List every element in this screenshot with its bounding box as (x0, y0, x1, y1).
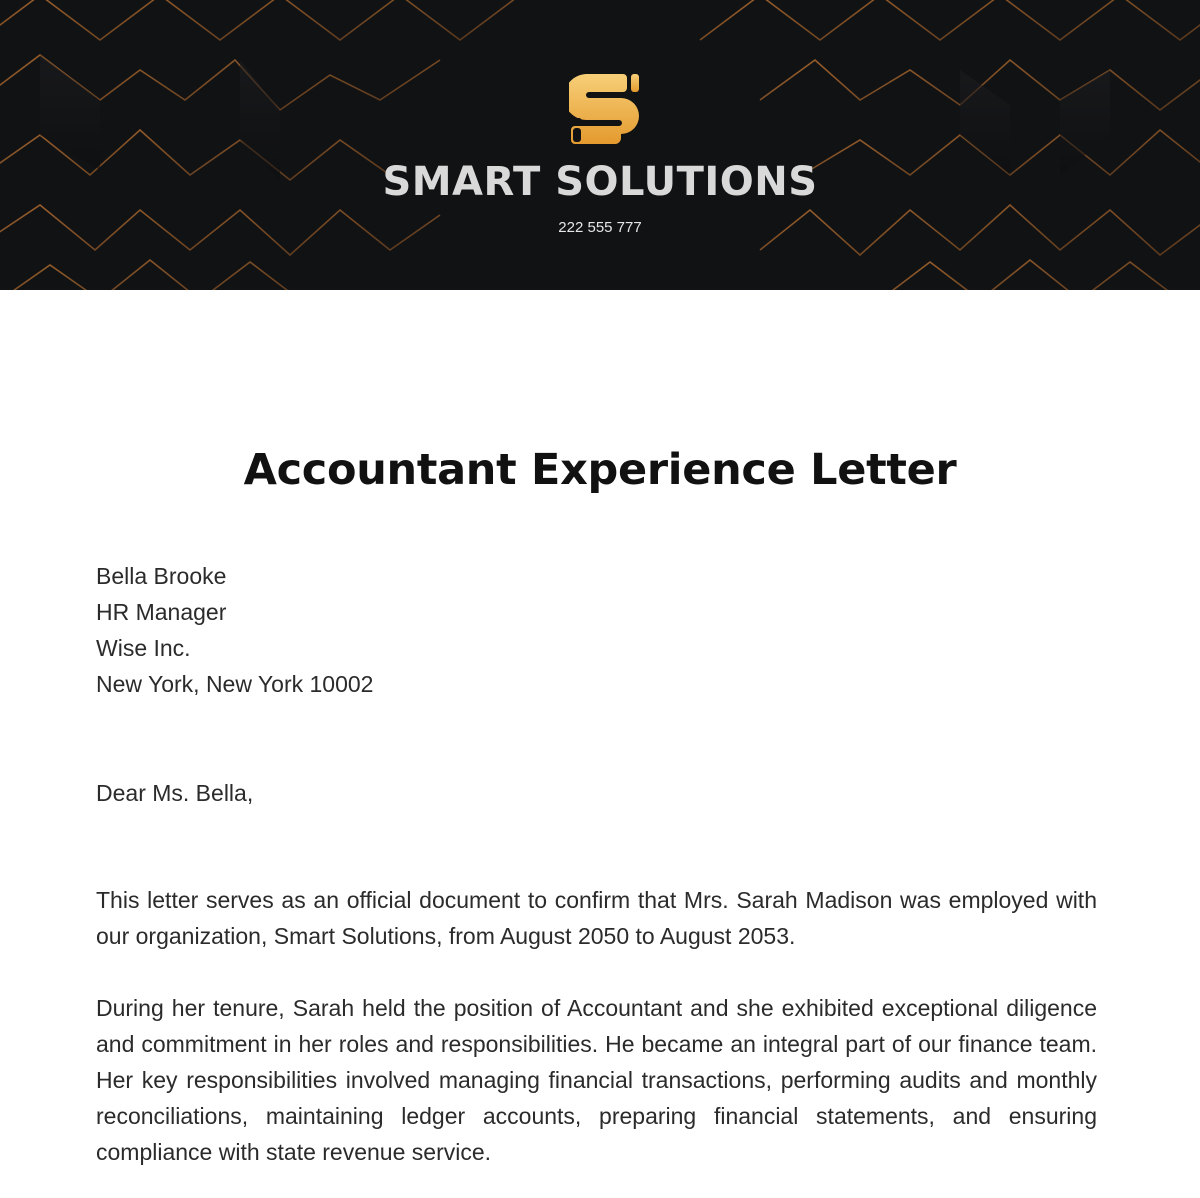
body-paragraph: This letter serves as an official document to confirm that Mrs. Sarah Madison was employed with our organization, Smart Solutions, from August 2050 to August 2053. (96, 887, 1097, 949)
salutation: Dear Ms. Bella, (96, 780, 254, 806)
letter-title: Accountant Experience Letter (243, 445, 957, 495)
s-letter-logo-icon (569, 72, 641, 146)
body-paragraph: During her tenure, Sarah held the position of Accountant and she exhibited exceptional diligence and commitment in her roles and responsibilities. He became an integral part of our finance team. Her key responsibilities involved managing financial transactions, performing audits and monthly reconciliations, maintaining ledger accounts, preparing financial statements, and ensuring compliance with state revenue service. (96, 995, 1097, 1165)
recipient-company: Wise Inc. (96, 635, 191, 661)
company-phone: 222 555 777 (558, 219, 642, 236)
recipient-block (96, 558, 1100, 702)
recipient-address: New York, New York 10002 (96, 671, 374, 697)
recipient-name: Bella Brooke (96, 563, 227, 589)
company-name: SMART SOLUTIONS (382, 159, 818, 205)
recipient-position: HR Manager (96, 599, 227, 625)
header-banner (0, 0, 1200, 290)
